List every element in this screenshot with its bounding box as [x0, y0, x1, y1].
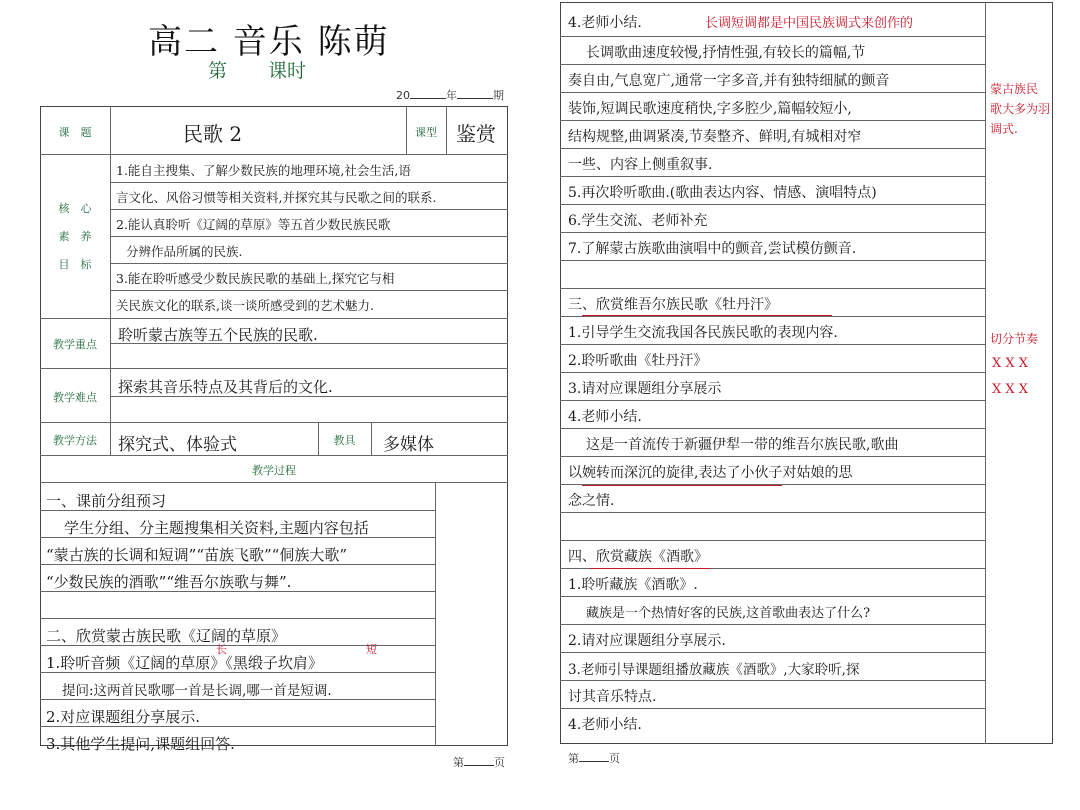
key-point-value: 聆听蒙古族等五个民族的民歌.	[118, 326, 318, 344]
lesson-number: 第 课时	[208, 60, 307, 82]
label-type: 课型	[415, 126, 437, 139]
red-inline-note: 长调短调都是中国民族调式来创作的	[705, 16, 914, 31]
annotation-long: 长	[216, 643, 227, 656]
content-line: 四、欣赏藏族《酒歌》	[568, 549, 708, 565]
content-line: 5.再次聆听歌曲.(歌曲表达内容、情感、演唱特点)	[568, 185, 877, 201]
process-line: 3.其他学生提问,课题组回答.	[46, 735, 235, 753]
content-line: 藏族是一个热情好客的民族,这首歌曲表达了什么?	[586, 606, 871, 621]
label-aids: 教具	[333, 434, 356, 447]
goal-line: 1.能自主搜集、了解少数民族的地理环境,社会生活,语	[116, 163, 411, 178]
content-line: 2.请对应课题组分享展示.	[568, 633, 726, 649]
goal-line: 分辨作品所属的民族.	[126, 244, 243, 259]
label-process: 教学过程	[252, 464, 296, 477]
content-line: 4.老师小结.	[568, 15, 642, 31]
content-line: 2.聆听歌曲《牡丹汗》	[568, 353, 708, 369]
type-value: 鉴赏	[456, 122, 496, 146]
content-line: 3.请对应课题组分享展示	[568, 381, 722, 397]
content-line: 这是一首流传于新疆伊犁一带的维吾尔族民歌,歌曲	[586, 437, 899, 453]
process-line: 一、课前分组预习	[46, 492, 167, 510]
side-note-rhythm: 切分节奏	[990, 332, 1039, 346]
content-line: 念之情.	[568, 493, 615, 509]
side-note-mode: 歌大多为羽	[990, 102, 1051, 116]
content-line: 1.聆听藏族《酒歌》.	[568, 577, 698, 593]
aids-value: 多媒体	[383, 435, 434, 455]
right-page	[560, 0, 1055, 810]
rhythm-mark: X X X	[992, 382, 1029, 397]
content-line: 4.老师小结.	[568, 409, 642, 425]
content-line: 1.引导学生交流我国各民族民歌的表现内容.	[568, 325, 838, 341]
page-title: 高二 音乐 陈萌	[148, 22, 390, 62]
topic-value: 民歌 2	[183, 122, 243, 146]
goal-line: 言文化、风俗习惯等相关资料,并探究其与民歌之间的联系.	[116, 190, 437, 205]
label-method: 教学方法	[53, 434, 97, 447]
goal-line: 关民族文化的联系,谈一谈所感受到的艺术魅力.	[116, 298, 374, 313]
goal-line: 3.能在聆听感受少数民族民歌的基础上,探究它与相	[116, 271, 395, 286]
date-field: 20 年 期	[396, 89, 504, 102]
process-line: “蒙古族的长调和短调”“苗族飞歌”“侗族大歌”	[46, 546, 348, 564]
content-line: 三、欣赏维吾尔族民歌《牡丹汗》	[568, 297, 778, 313]
content-line: 长调歌曲速度较慢,抒情性强,有较长的篇幅,节	[586, 45, 866, 61]
label-topic: 课 题	[58, 126, 92, 139]
side-note-mode: 蒙古族民	[990, 82, 1039, 96]
process-line: 1.聆听音频《辽阔的草原》《黑缎子坎肩》	[46, 654, 323, 672]
content-line: 3.老师引导课题组播放藏族《酒歌》,大家聆听,探	[568, 662, 860, 678]
label-difficulty: 教学难点	[53, 391, 97, 404]
content-line: 一些、内容上侧重叙事.	[568, 157, 713, 173]
content-line: 4.老师小结.	[568, 717, 642, 733]
content-line: 7.了解蒙古族歌曲演唱中的颤音,尝试模仿颤音.	[568, 241, 857, 257]
page-number: 第 页	[568, 752, 620, 765]
content-line: 6.学生交流、老师补充	[568, 213, 708, 229]
label-goals-2: 素 养	[58, 230, 92, 243]
goal-line: 2.能认真聆听《辽阔的草原》等五首少数民族民歌	[116, 217, 391, 232]
content-line: 讨其音乐特点.	[568, 689, 657, 705]
annotation-short: 短	[366, 643, 377, 656]
content-line: 以婉转而深沉的旋律,表达了小伙子对姑娘的思	[568, 465, 853, 481]
method-value: 探究式、体验式	[118, 435, 237, 455]
label-key-point: 教学重点	[53, 338, 97, 351]
side-note-mode: 调式.	[990, 122, 1018, 136]
rhythm-mark: X X X	[992, 356, 1029, 371]
process-line: 二、欣赏蒙古族民歌《辽阔的草原》	[46, 627, 287, 645]
content-line: 装饰,短调民歌速度稍快,字多腔少,篇幅较短小,	[568, 101, 852, 117]
difficulty-value: 探索其音乐特点及其背后的文化.	[118, 378, 333, 396]
label-goals-3: 目 标	[58, 258, 92, 271]
process-line: 学生分组、分主题搜集相关资料,主题内容包括	[64, 519, 369, 537]
left-page	[38, 0, 510, 810]
process-line: 提问:这两首民歌哪一首是长调,哪一首是短调.	[62, 683, 332, 699]
process-line: “少数民族的酒歌”“维吾尔族歌与舞”.	[46, 573, 292, 591]
content-line: 奏自由,气息宽广,通常一字多音,并有独特细腻的颤音	[568, 73, 890, 89]
content-line: 结构规整,曲调紧凑,节奏整齐、鲜明,有城相对窄	[568, 129, 862, 145]
process-line: 2.对应课题组分享展示.	[46, 708, 201, 726]
label-goals-1: 核 心	[58, 202, 92, 215]
page-number: 第 页	[453, 756, 505, 769]
